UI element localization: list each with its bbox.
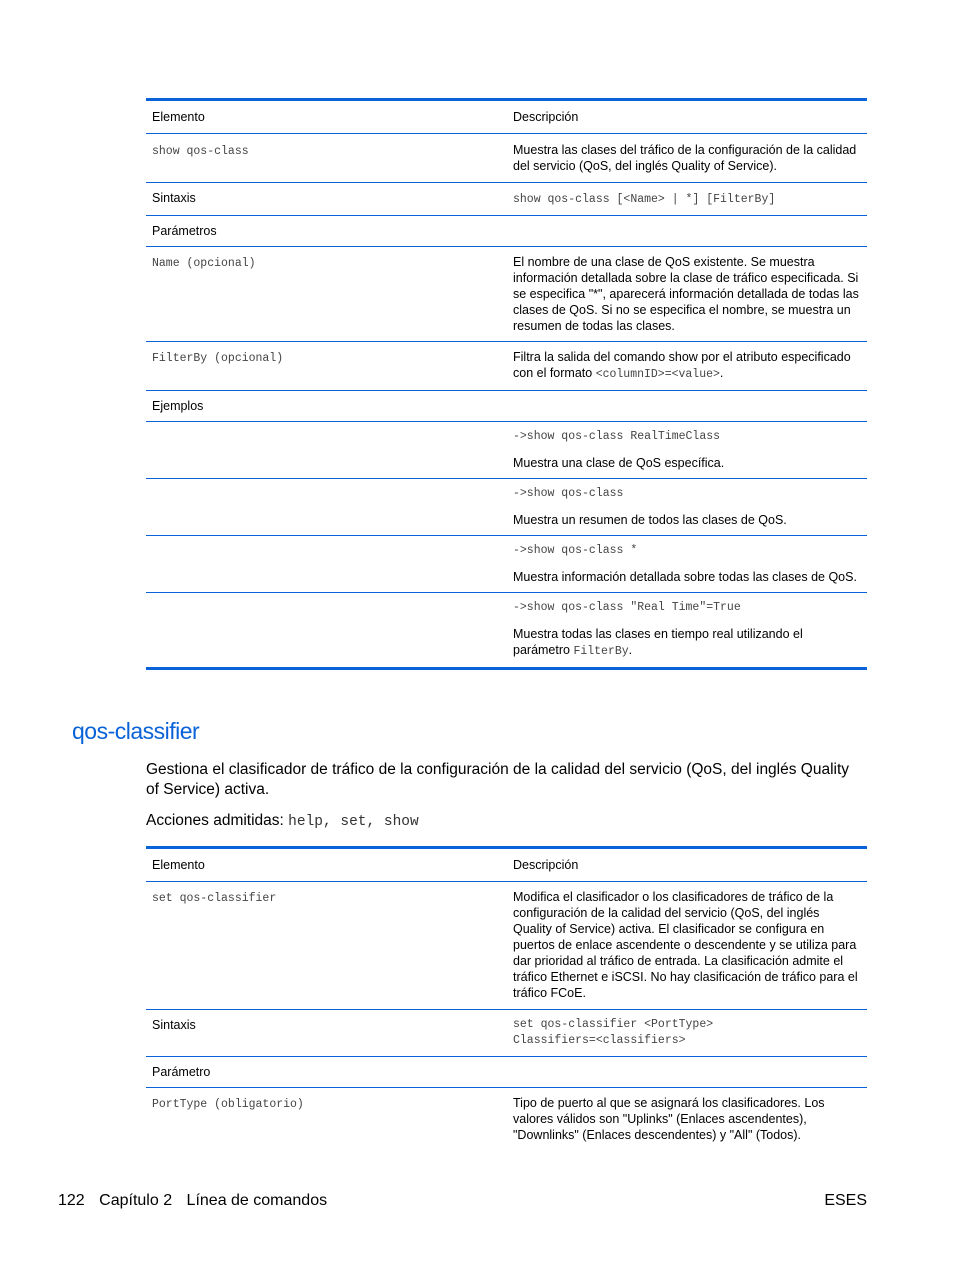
param-name: FilterBy (opcional): [152, 352, 284, 365]
table-row: [146, 1088, 867, 1151]
table-row: [146, 391, 867, 422]
example-command: ->show qos-class RealTimeClass: [513, 430, 721, 443]
section-intro: Gestiona el clasificador de tráfico de la configuración de la calidad del servicio (QoS, del inglés Quality of Service) activa.: [146, 761, 850, 798]
example-command: ->show qos-class "Real Time"=True: [513, 601, 741, 614]
table-row: [146, 216, 867, 247]
table-row: [146, 536, 867, 593]
actions-value: help, set, show: [288, 814, 419, 830]
param-label: Parámetro: [146, 1057, 507, 1088]
table-row: [146, 247, 867, 342]
header-description: Descripción: [507, 100, 867, 134]
table-row: [146, 342, 867, 391]
chapter-title: Línea de comandos: [186, 1192, 328, 1209]
inline-code: <columnID>=<value>: [595, 368, 720, 381]
table-row: [146, 479, 867, 536]
examples-label: Ejemplos: [146, 391, 507, 422]
section-title: qos-classifier: [72, 718, 200, 744]
command-name: set qos-classifier: [152, 892, 277, 905]
table-header: [146, 100, 867, 134]
example-description: Muestra información detallada sobre todas las clases de QoS.: [513, 570, 857, 584]
param-description: El nombre de una clase de QoS existente. Se muestra información detallada sobre la clase de tráfico especificada. Si se especifica "*", aparecerá información detallada de todas las clases de QoS. Si no se especifica el nombre, se muestra un resumen de todas las clases.: [507, 247, 867, 342]
page-footer: [58, 1192, 337, 1210]
actions-label: Acciones admitidas: [146, 812, 280, 829]
example-description: Muestra un resumen de todos las clases de QoS.: [513, 513, 787, 527]
table-row: [146, 422, 867, 479]
param-description: Filtra la salida del comando show por el atributo especificado con el formato <columnID>=<value>.: [507, 342, 867, 391]
param-name: Name (opcional): [152, 257, 256, 270]
command-name: show qos-class: [152, 145, 249, 158]
page-number: 122: [58, 1192, 85, 1209]
show-qos-class-table: [146, 98, 867, 670]
param-description: Tipo de puerto al que se asignará los clasificadores. Los valores válidos son "Uplinks" (Enlaces ascendentes), "Downlinks" (Enlaces descendentes) y "All" (Todos).: [513, 1096, 825, 1142]
table-header: [146, 848, 867, 882]
syntax-label: Sintaxis: [146, 183, 507, 216]
supported-actions: Acciones admitidas: help, set, show: [146, 812, 419, 830]
syntax-label: Sintaxis: [146, 1010, 507, 1057]
example-description: Muestra una clase de QoS específica.: [513, 456, 725, 470]
header-description: Descripción: [507, 848, 867, 882]
param-name: PortType (obligatorio): [152, 1098, 304, 1111]
header-element: Elemento: [146, 848, 507, 882]
example-description: Muestra todas las clases en tiempo real utilizando el parámetro FilterBy.: [513, 627, 803, 658]
table-row: [146, 183, 867, 216]
command-description: Modifica el clasificador o los clasificadores de tráfico de la configuración de la calidad del servicio (QoS, del inglés Quality of Service) activa. El clasificador se configura en puertos de enlace ascendente o descendente y se utiliza para dar prioridad al tráfico de entrada. La clasificación admite el tráfico Ethernet e iSCSI. No hay clasificación de tráfico para el tráfico FCoE.: [507, 882, 867, 1010]
table-row: [146, 1057, 867, 1088]
table-row: [146, 593, 867, 669]
header-element: Elemento: [146, 100, 507, 134]
syntax-line: Classifiers=<classifiers>: [513, 1034, 686, 1047]
qos-classifier-table: [146, 846, 867, 1150]
params-label: Parámetros: [146, 216, 507, 247]
table-row: [146, 1010, 867, 1057]
table-row: [146, 134, 867, 183]
chapter-number: Capítulo 2: [99, 1192, 173, 1209]
table-row: [146, 882, 867, 1010]
locale-code: ESES: [824, 1192, 867, 1209]
syntax-line: set qos-classifier <PortType>: [513, 1018, 714, 1031]
example-command: ->show qos-class *: [513, 544, 638, 557]
inline-code: FilterBy: [573, 645, 629, 658]
command-description: Muestra las clases del tráfico de la configuración de la calidad del servicio (QoS, del inglés Quality of Service).: [507, 134, 867, 183]
example-command: ->show qos-class: [513, 487, 624, 500]
syntax-value: show qos-class [<Name> | *] [FilterBy]: [513, 193, 776, 206]
